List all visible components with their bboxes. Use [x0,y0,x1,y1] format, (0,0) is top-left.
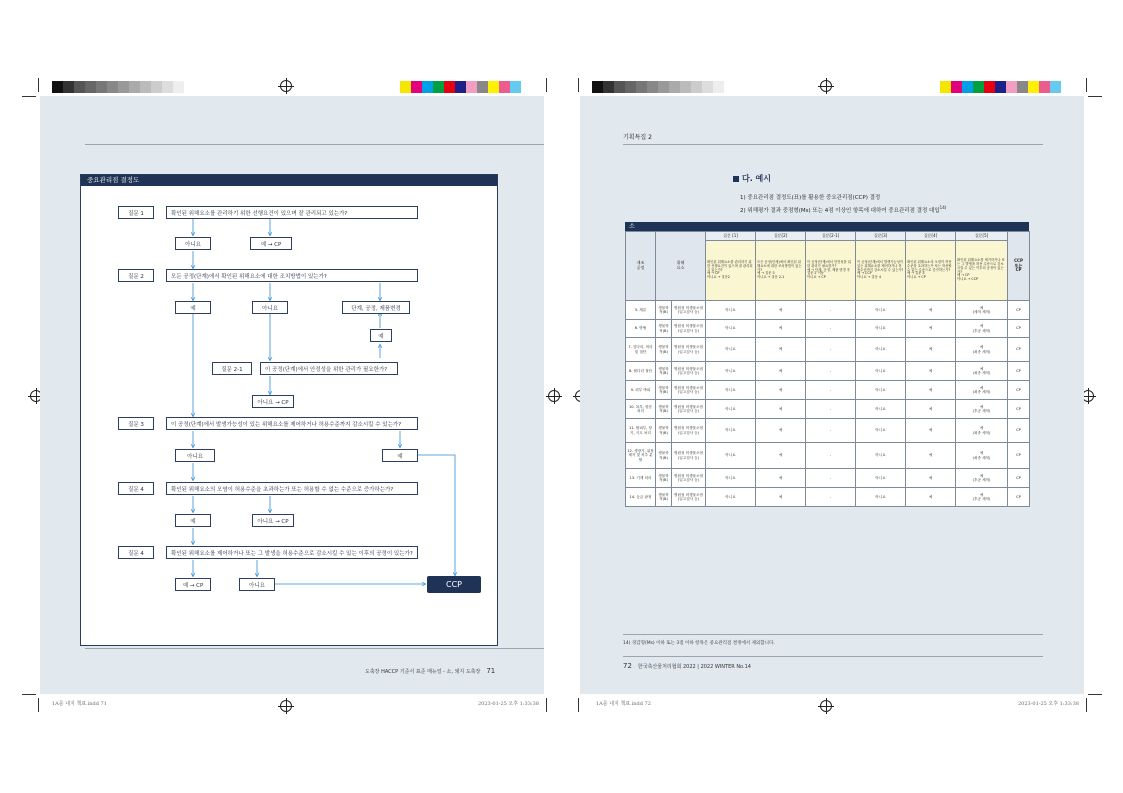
right-footer [623,662,751,670]
right-page-number: 72 [623,662,632,670]
q2-yes-box: 예 [175,301,211,314]
cell-hazard: 병원성 미생물오염 (입고검사 등) [672,320,706,338]
cell-hazard: 병원성 미생물오염 (입고검사 등) [672,400,706,419]
grayscale-swatch-bar [52,81,184,93]
q3-yes-box: 예 [382,449,418,462]
cell-q2-1: - [806,488,856,507]
question-2-1-text: 이 공정(단계)에서 안정성을 위한 관리가 필요한가? [260,362,398,375]
cell-q1: 아니요 [706,320,756,338]
cell-process: 13. 기계 처리 [626,469,656,488]
cell-hazard-type: 생물학적(B) [656,301,672,320]
cell-q2: 예 [756,301,806,320]
cell-process: 10. 복부, 항문 처리 [626,400,656,419]
footnote-rule [623,634,1043,635]
cell-process: 14. 등급 판정 [626,488,656,507]
question-3-text: 이 공정(단계)에서 발생가능성이 있는 위해요소를 제어하거나 허용수준까지 감소시킬 수 있는가? [166,417,418,430]
question-4-label: 질문 4 [118,482,154,495]
crop-mark [22,694,36,695]
cell-q3: 아니요 [856,362,906,381]
cell-hazard-type: 생물학적(B) [656,443,672,469]
cell-ccp: CP [1008,469,1030,488]
slug-right: 1A를 내지 책표.indd 72 [596,701,651,707]
cell-hazard-type: 생물학적(B) [656,419,672,443]
subline-2-text: 2) 위해평가 결과 중점형(Ms) 또는 4점 이상인 항목에 대하여 중요관리점 결정 대입 [740,207,940,214]
cell-q4: 예 [906,338,956,362]
q2-1-desc: 이 공정(단계)에서 안전성을 위한 관리가 필요한가? 예 → 단계, 공정, 제품 변경 후 질문 2 이동 아니요 → CP [806,241,856,301]
q3-no-box: 아니요 [175,449,215,462]
col-q4: 질문[4] [906,232,956,241]
cell-q3: 아니요 [856,443,906,469]
cell-q1: 아니요 [706,381,756,400]
q5-desc: 확인된 위해요소를 제거하거나 또는 그 발생을 허용 수준으로 감소시킬 수 있는 이후의 공정이 있는가? 예 → CP 아니요 → CCP [956,241,1008,301]
cell-hazard: 병원성 미생물오염 (입고검사 등) [672,338,706,362]
crop-mark [1086,698,1087,712]
table-row [626,338,1030,362]
col-q3: 질문[3] [856,232,906,241]
cell-hazard-type: 생물학적(B) [656,488,672,507]
cell-q1: 아니요 [706,469,756,488]
cell-q2-1: - [806,301,856,320]
cell-ccp: CP [1008,301,1030,320]
table-row [626,301,1030,320]
registration-mark-icon [280,80,292,92]
color-swatch-bar-right [940,81,1061,93]
question-2-text: 모든 공정(단계)에서 확인된 위해요소에 대한 조치방법이 있는가? [166,269,418,282]
q5-yes-cp-box: 예 → CP [175,578,211,591]
registration-mark-icon [820,700,832,712]
right-footer-text: 한국축산물처리협회 2022 | 2022 WINTER No.14 [637,664,751,670]
cell-q4: 예 [906,443,956,469]
table-row [626,381,1030,400]
cell-q2: 예 [756,443,806,469]
question-2-label: 질문 2 [118,269,154,282]
left-footer [365,667,495,675]
question-1-label: 질문 1 [118,206,154,219]
cell-process: 12. 생장기, 위장 제거 및 척추 분할 [626,443,656,469]
cell-q3: 아니요 [856,400,906,419]
table-row [626,320,1030,338]
q1-desc: 확인된 위해요소를 관리하기 위한 선행요건이 있으며 잘 관리되고 있는가? 예 → CP 아니요 → 질문2 [706,241,756,301]
cell-q1: 아니요 [706,301,756,320]
question-5-label: 질문 4 [118,546,154,559]
cell-q2: 예 [756,362,806,381]
ccp-table [625,231,1030,507]
cell-q3: 아니요 [856,488,906,507]
table-title: 소 [625,222,1029,231]
cell-q2: 예 [756,469,806,488]
crop-mark [38,78,39,92]
cell-ccp: CP [1008,338,1030,362]
registration-mark-icon [280,700,292,712]
cell-q1: 아니요 [706,419,756,443]
question-2-1-label: 질문 2-1 [212,362,252,375]
registration-mark-icon [820,80,832,92]
cell-q1: 아니요 [706,488,756,507]
cell-ccp: CP [1008,320,1030,338]
col-q5: 질문[5] [956,232,1008,241]
cell-process: 3. 계류 [626,301,656,320]
cell-hazard-type: 생물학적(B) [656,400,672,419]
cell-q4: 예 [906,419,956,443]
cell-hazard: 병원성 미생물오염 (입고검사 등) [672,488,706,507]
cell-q3: 아니요 [856,419,906,443]
square-bullet-icon [733,176,739,182]
cell-q1: 아니요 [706,443,756,469]
q2-1-yes-box: 예 [370,329,392,342]
crop-mark [578,698,579,712]
cell-ccp: CP [1008,443,1030,469]
footer-rule [623,656,1043,657]
cell-q3: 아니요 [856,301,906,320]
section-title [733,173,771,184]
q1-no-box: 아니요 [175,237,211,250]
cell-q2-1: - [806,362,856,381]
table-row [626,419,1030,443]
cell-q4: 예 [906,469,956,488]
col-hazard: 위해 요소 [656,232,706,301]
crop-mark [38,698,39,712]
cell-q3: 아니요 [856,381,906,400]
cell-q5: 예 (최종 세척) [956,419,1008,443]
col-q2: 질문[2] [756,232,806,241]
cell-q1: 아니요 [706,362,756,381]
cell-process: 8. 뒷다리 절단 [626,362,656,381]
col-ccp: CCP 또는 CP [1008,232,1030,301]
crop-mark [1088,694,1102,695]
q2-desc: 모든 공정(단계)에서 확인된 위해요소에 대한 조치방법이 있는가? 예 → 질문 3 아니요 → 질문 2-1 [756,241,806,301]
table-row [626,488,1030,507]
q2-1-no-cp-box: 아니요 → CP [252,395,294,408]
cell-q3: 아니요 [856,338,906,362]
cell-ccp: CP [1008,488,1030,507]
cell-hazard-type: 생물학적(B) [656,362,672,381]
cell-q4: 예 [906,301,956,320]
cell-q1: 아니요 [706,338,756,362]
cell-q2: 예 [756,419,806,443]
cell-hazard: 병원성 미생물오염 (입고검사 등) [672,469,706,488]
color-swatch-bar [400,81,521,93]
cell-q4: 예 [906,400,956,419]
cell-q5: 예 (후공 세척) [956,488,1008,507]
q4-no-cp-box: 아니요 → CP [252,514,294,527]
cell-q4: 예 [906,320,956,338]
cell-q2-1: - [806,320,856,338]
footnote: 14) 경감형(Ms) 이하 또는 3점 이하 항목은 중요관리점 결정에서 제외합니다. [623,641,775,646]
crop-mark [546,698,547,712]
cell-q5: 예 (최종 세척) [956,338,1008,362]
cell-q3: 아니요 [856,320,906,338]
cell-q5: 예 (후공 세척) [956,469,1008,488]
crop-mark [22,96,36,97]
cell-q2: 예 [756,338,806,362]
cell-process: 7. 앞다리, 머리 및 절단 [626,338,656,362]
q3-desc: 이 공정(단계)에서 발생가능성이 있는 위해요소를 제어하거나 허용수준까지 감소시킬 수 있는가? 예 → CCP 아니요 → 질문 4 [856,241,906,301]
slug-left: 1A를 내지 책표.indd 71 [52,701,107,707]
footnote-ref: 14) [939,205,947,210]
cell-hazard: 병원성 미생물오염 (입고검사 등) [672,362,706,381]
question-1-text: 확인된 위해요소를 관리하기 위한 선행요건이 있으며 잘 관리되고 있는가? [166,206,418,219]
left-footer-text: 도축장 HACCP 기준서 표준 매뉴얼 - 소, 돼지 도축장 [365,669,481,675]
table-row [626,362,1030,381]
table-row [626,400,1030,419]
cell-ccp: CP [1008,362,1030,381]
cell-q4: 예 [906,362,956,381]
slug-date-right: 2023-01-25 오후 1:33:38 [1018,701,1079,707]
crop-mark [578,78,579,92]
col-process: 제조 공정 [626,232,656,301]
slug-date-left: 2023-01-25 오후 1:33:38 [478,701,539,707]
cell-process: 6. 방혈 [626,320,656,338]
cell-hazard-type: 생물학적(B) [656,469,672,488]
cell-q5: 예 (후공 세척) [956,320,1008,338]
cell-q2: 예 [756,320,806,338]
cell-q4: 예 [906,488,956,507]
cell-q2-1: - [806,381,856,400]
cell-q2-1: - [806,400,856,419]
registration-mark-icon [548,390,560,402]
question-4-text: 확인된 위해요소의 오염이 허용수준을 초과하는가 또는 허용할 수 없는 수준으로 증가하는가? [166,482,418,495]
cell-hazard: 병원성 미생물오염 (입고검사 등) [672,443,706,469]
q2-no-box: 아니요 [252,301,288,314]
col-q1: 질문 [1] [706,232,756,241]
ccp-result-box: CCP [427,576,481,593]
cell-q1: 아니요 [706,400,756,419]
cell-hazard-type: 생물학적(B) [656,320,672,338]
cell-q5: 예 (최종 세척) [956,381,1008,400]
footer-rule [85,648,544,649]
cell-hazard-type: 생물학적(B) [656,338,672,362]
cell-hazard: 병원성 미생물오염 (입고검사 등) [672,381,706,400]
cell-q4: 예 [906,381,956,400]
q1-yes-cp-box: 예 → CP [250,237,292,250]
cell-q3: 아니요 [856,469,906,488]
cell-hazard: 병원성 미생물오염 (입고검사 등) [672,301,706,320]
q5-no-box: 아니요 [239,578,275,591]
cell-q5: 예 (최종 세척) [956,362,1008,381]
question-5-text: 확인된 위해요소를 제어하거나 또는 그 발생을 허용수준으로 감소시킬 수 있는 이후의 공정이 있는가? [166,546,418,559]
table-row [626,469,1030,488]
col-q2-1: 질문[2-1] [806,232,856,241]
cell-q2: 예 [756,488,806,507]
question-3-label: 질문 3 [118,417,154,430]
crop-mark [1086,78,1087,92]
panel-title: 중요관리점 결정도 [81,175,497,186]
cell-q2-1: - [806,469,856,488]
cell-q2: 예 [756,400,806,419]
cell-q2-1: - [806,419,856,443]
crop-mark [546,78,547,92]
section-header: 기획특집 2 [623,134,652,141]
cell-hazard: 병원성 미생물오염 (입고검사 등) [672,419,706,443]
q2-modify-box: 단계, 공정, 제품변경 [342,301,410,314]
header-rule [623,144,1043,145]
cell-process: 11. 탈피부, 장기, 식도 처리 [626,419,656,443]
cell-q5: 예 (후공 세척) [956,400,1008,419]
table-row [626,443,1030,469]
section-title-text: 다. 예시 [742,174,772,183]
left-page-number: 71 [486,667,496,675]
cell-q2-1: - [806,338,856,362]
cell-q5: 예 (최종 세척) [956,443,1008,469]
subline-1: 1) 중요관리점 결정도(표)를 활용한 중요관리점(CCP) 결정 [740,195,881,201]
ccp-decision-table [625,222,1029,507]
cell-q2-1: - [806,443,856,469]
q4-desc: 확인된 위해요소의 오염이 허용수준을 초과하는가 또는 허용할 수 없는 수준으로 증가하는가? 예 → 질문 5 아니요 → CP [906,241,956,301]
table-body [626,301,1030,507]
cell-ccp: CP [1008,419,1030,443]
cell-process: 9. 외부 박피 [626,381,656,400]
grayscale-swatch-bar-right [592,81,724,93]
cell-ccp: CP [1008,400,1030,419]
cell-q5: 예 (세척 세척) [956,301,1008,320]
header-rule [85,144,544,145]
crop-mark [1088,96,1102,97]
cell-ccp: CP [1008,381,1030,400]
q4-yes-box: 예 [175,514,211,527]
cell-hazard-type: 생물학적(B) [656,381,672,400]
cell-q2: 예 [756,381,806,400]
subline-2 [740,205,946,214]
